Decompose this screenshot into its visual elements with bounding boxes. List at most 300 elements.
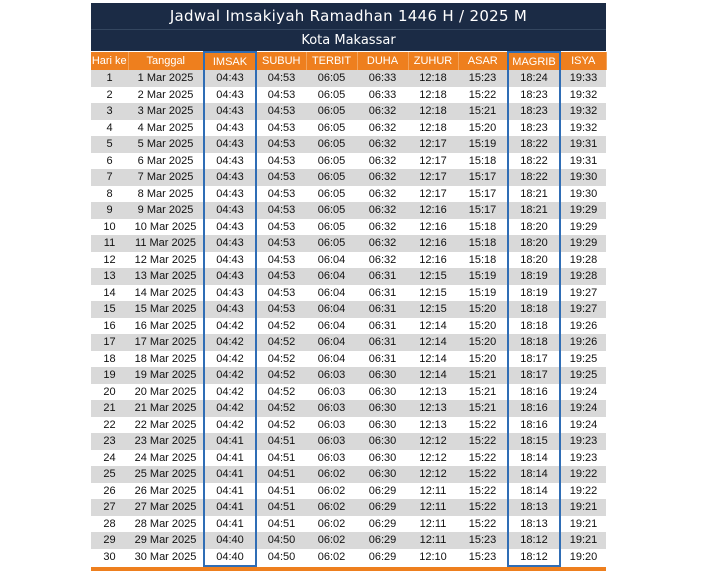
subuh-cell: 04:52 — [256, 318, 306, 335]
imsak-cell: 04:42 — [204, 351, 256, 368]
isya-cell: 19:21 — [560, 499, 606, 516]
date-cell: 2 Mar 2025 — [128, 87, 204, 104]
subuh-cell: 04:51 — [256, 433, 306, 450]
duha-cell: 06:29 — [357, 532, 408, 549]
terbit-cell: 06:02 — [306, 483, 357, 500]
column-header-date: Tanggal — [128, 52, 204, 70]
zuhur-cell: 12:16 — [408, 202, 458, 219]
subuh-cell: 04:52 — [256, 417, 306, 434]
day-number-cell: 15 — [91, 301, 128, 318]
zuhur-cell: 12:18 — [408, 103, 458, 120]
maghrib-cell: 18:17 — [508, 351, 560, 368]
zuhur-cell: 12:12 — [408, 433, 458, 450]
subuh-cell: 04:51 — [256, 466, 306, 483]
asar-cell: 15:21 — [458, 103, 508, 120]
isya-cell: 19:28 — [560, 268, 606, 285]
maghrib-cell: 18:18 — [508, 301, 560, 318]
day-number-cell: 26 — [91, 483, 128, 500]
maghrib-cell: 18:17 — [508, 367, 560, 384]
table-row — [91, 351, 606, 368]
imsak-cell: 04:43 — [204, 153, 256, 170]
column-header-terbit: TERBIT — [306, 52, 357, 70]
duha-cell: 06:31 — [357, 301, 408, 318]
table-row — [91, 367, 606, 384]
duha-cell: 06:30 — [357, 466, 408, 483]
day-number-cell: 8 — [91, 186, 128, 203]
imsak-cell: 04:41 — [204, 466, 256, 483]
day-number-cell: 27 — [91, 499, 128, 516]
terbit-cell: 06:03 — [306, 367, 357, 384]
duha-cell: 06:29 — [357, 499, 408, 516]
terbit-cell: 06:02 — [306, 466, 357, 483]
maghrib-cell: 18:18 — [508, 334, 560, 351]
maghrib-cell: 18:22 — [508, 153, 560, 170]
table-row — [91, 301, 606, 318]
zuhur-cell: 12:14 — [408, 367, 458, 384]
maghrib-cell: 18:12 — [508, 532, 560, 549]
duha-cell: 06:32 — [357, 136, 408, 153]
zuhur-cell: 12:13 — [408, 384, 458, 401]
imsak-cell: 04:43 — [204, 87, 256, 104]
date-cell: 15 Mar 2025 — [128, 301, 204, 318]
table-row — [91, 252, 606, 269]
terbit-cell: 06:04 — [306, 318, 357, 335]
isya-cell: 19:28 — [560, 252, 606, 269]
maghrib-cell: 18:15 — [508, 433, 560, 450]
subuh-cell: 04:52 — [256, 384, 306, 401]
subuh-cell: 04:51 — [256, 499, 306, 516]
table-row — [91, 334, 606, 351]
zuhur-cell: 12:13 — [408, 417, 458, 434]
duha-cell: 06:33 — [357, 70, 408, 87]
maghrib-cell: 18:12 — [508, 549, 560, 567]
isya-cell: 19:29 — [560, 235, 606, 252]
subuh-cell: 04:53 — [256, 219, 306, 236]
date-cell: 13 Mar 2025 — [128, 268, 204, 285]
date-cell: 20 Mar 2025 — [128, 384, 204, 401]
date-cell: 4 Mar 2025 — [128, 120, 204, 137]
duha-cell: 06:30 — [357, 450, 408, 467]
column-header-subuh: SUBUH — [256, 52, 306, 70]
table-row — [91, 516, 606, 533]
asar-cell: 15:21 — [458, 367, 508, 384]
table-row — [91, 103, 606, 120]
asar-cell: 15:18 — [458, 153, 508, 170]
column-header-zuhur: ZUHUR — [408, 52, 458, 70]
maghrib-cell: 18:14 — [508, 450, 560, 467]
maghrib-cell: 18:24 — [508, 70, 560, 87]
imsak-cell: 04:41 — [204, 433, 256, 450]
imsak-cell: 04:42 — [204, 417, 256, 434]
subuh-cell: 04:51 — [256, 450, 306, 467]
asar-cell: 15:22 — [458, 417, 508, 434]
duha-cell: 06:31 — [357, 285, 408, 302]
imsak-cell: 04:43 — [204, 235, 256, 252]
maghrib-cell: 18:14 — [508, 483, 560, 500]
title-banner — [91, 3, 606, 51]
subuh-cell: 04:52 — [256, 367, 306, 384]
subuh-cell: 04:51 — [256, 516, 306, 533]
zuhur-cell: 12:15 — [408, 285, 458, 302]
day-number-cell: 13 — [91, 268, 128, 285]
subuh-cell: 04:52 — [256, 334, 306, 351]
zuhur-cell: 12:14 — [408, 334, 458, 351]
date-cell: 27 Mar 2025 — [128, 499, 204, 516]
subuh-cell: 04:53 — [256, 186, 306, 203]
asar-cell: 15:22 — [458, 466, 508, 483]
zuhur-cell: 12:11 — [408, 532, 458, 549]
asar-cell: 15:19 — [458, 285, 508, 302]
date-cell: 18 Mar 2025 — [128, 351, 204, 368]
terbit-cell: 06:03 — [306, 384, 357, 401]
asar-cell: 15:21 — [458, 384, 508, 401]
isya-cell: 19:23 — [560, 450, 606, 467]
isya-cell: 19:25 — [560, 351, 606, 368]
imsak-cell: 04:43 — [204, 252, 256, 269]
duha-cell: 06:32 — [357, 103, 408, 120]
date-cell: 7 Mar 2025 — [128, 169, 204, 186]
asar-cell: 15:23 — [458, 70, 508, 87]
day-number-cell: 6 — [91, 153, 128, 170]
isya-cell: 19:26 — [560, 318, 606, 335]
zuhur-cell: 12:18 — [408, 87, 458, 104]
day-number-cell: 22 — [91, 417, 128, 434]
subuh-cell: 04:53 — [256, 120, 306, 137]
duha-cell: 06:32 — [357, 169, 408, 186]
day-number-cell: 21 — [91, 400, 128, 417]
zuhur-cell: 12:11 — [408, 499, 458, 516]
date-cell: 17 Mar 2025 — [128, 334, 204, 351]
day-number-cell: 1 — [91, 70, 128, 87]
maghrib-cell: 18:23 — [508, 87, 560, 104]
day-number-cell: 23 — [91, 433, 128, 450]
isya-cell: 19:22 — [560, 466, 606, 483]
maghrib-cell: 18:21 — [508, 202, 560, 219]
day-number-cell: 18 — [91, 351, 128, 368]
day-number-cell: 29 — [91, 532, 128, 549]
date-cell: 14 Mar 2025 — [128, 285, 204, 302]
date-cell: 9 Mar 2025 — [128, 202, 204, 219]
table-row — [91, 169, 606, 186]
asar-cell: 15:18 — [458, 219, 508, 236]
duha-cell: 06:32 — [357, 235, 408, 252]
day-number-cell: 11 — [91, 235, 128, 252]
imsak-cell: 04:43 — [204, 219, 256, 236]
subuh-cell: 04:50 — [256, 549, 306, 567]
asar-cell: 15:22 — [458, 499, 508, 516]
date-cell: 16 Mar 2025 — [128, 318, 204, 335]
table-row — [91, 153, 606, 170]
zuhur-cell: 12:18 — [408, 120, 458, 137]
day-number-cell: 5 — [91, 136, 128, 153]
isya-cell: 19:23 — [560, 433, 606, 450]
day-number-cell: 25 — [91, 466, 128, 483]
column-header-maghrib: MAGRIB — [508, 52, 560, 70]
table-header-row — [91, 52, 606, 70]
zuhur-cell: 12:10 — [408, 549, 458, 567]
table-row — [91, 466, 606, 483]
table-row — [91, 417, 606, 434]
date-cell: 11 Mar 2025 — [128, 235, 204, 252]
terbit-cell: 06:02 — [306, 516, 357, 533]
table-row — [91, 483, 606, 500]
asar-cell: 15:19 — [458, 136, 508, 153]
duha-cell: 06:32 — [357, 252, 408, 269]
duha-cell: 06:31 — [357, 351, 408, 368]
asar-cell: 15:22 — [458, 87, 508, 104]
imsak-cell: 04:42 — [204, 367, 256, 384]
isya-cell: 19:22 — [560, 483, 606, 500]
day-number-cell: 30 — [91, 549, 128, 567]
terbit-cell: 06:04 — [306, 334, 357, 351]
asar-cell: 15:18 — [458, 235, 508, 252]
date-cell: 5 Mar 2025 — [128, 136, 204, 153]
imsak-cell: 04:42 — [204, 334, 256, 351]
subuh-cell: 04:52 — [256, 400, 306, 417]
table-row — [91, 202, 606, 219]
isya-cell: 19:21 — [560, 532, 606, 549]
duha-cell: 06:29 — [357, 549, 408, 567]
maghrib-cell: 18:19 — [508, 268, 560, 285]
subuh-cell: 04:53 — [256, 268, 306, 285]
table-row — [91, 87, 606, 104]
imsak-cell: 04:43 — [204, 103, 256, 120]
maghrib-cell: 18:22 — [508, 136, 560, 153]
zuhur-cell: 12:17 — [408, 136, 458, 153]
terbit-cell: 06:02 — [306, 549, 357, 567]
day-number-cell: 4 — [91, 120, 128, 137]
maghrib-cell: 18:13 — [508, 516, 560, 533]
bottom-accent-bar — [91, 567, 606, 571]
terbit-cell: 06:02 — [306, 499, 357, 516]
subuh-cell: 04:53 — [256, 87, 306, 104]
table-row — [91, 499, 606, 516]
column-header-day-number: Hari ke — [91, 52, 128, 70]
terbit-cell: 06:05 — [306, 202, 357, 219]
asar-cell: 15:17 — [458, 186, 508, 203]
isya-cell: 19:27 — [560, 285, 606, 302]
zuhur-cell: 12:17 — [408, 186, 458, 203]
terbit-cell: 06:03 — [306, 450, 357, 467]
table-body — [91, 70, 606, 566]
zuhur-cell: 12:17 — [408, 153, 458, 170]
city-name: Kota Makassar — [91, 29, 606, 51]
subuh-cell: 04:53 — [256, 252, 306, 269]
day-number-cell: 12 — [91, 252, 128, 269]
duha-cell: 06:30 — [357, 417, 408, 434]
subuh-cell: 04:53 — [256, 153, 306, 170]
terbit-cell: 06:04 — [306, 351, 357, 368]
duha-cell: 06:31 — [357, 334, 408, 351]
imsak-cell: 04:43 — [204, 268, 256, 285]
zuhur-cell: 12:16 — [408, 219, 458, 236]
maghrib-cell: 18:14 — [508, 466, 560, 483]
date-cell: 25 Mar 2025 — [128, 466, 204, 483]
imsak-cell: 04:43 — [204, 136, 256, 153]
imsak-cell: 04:40 — [204, 532, 256, 549]
duha-cell: 06:32 — [357, 219, 408, 236]
isya-cell: 19:31 — [560, 153, 606, 170]
imsak-cell: 04:40 — [204, 549, 256, 567]
imsak-cell: 04:41 — [204, 499, 256, 516]
subuh-cell: 04:53 — [256, 301, 306, 318]
date-cell: 22 Mar 2025 — [128, 417, 204, 434]
terbit-cell: 06:04 — [306, 252, 357, 269]
maghrib-cell: 18:20 — [508, 252, 560, 269]
table-row — [91, 219, 606, 236]
imsak-cell: 04:41 — [204, 450, 256, 467]
table-row — [91, 136, 606, 153]
isya-cell: 19:32 — [560, 87, 606, 104]
column-header-isya: ISYA — [560, 52, 606, 70]
maghrib-cell: 18:19 — [508, 285, 560, 302]
day-number-cell: 16 — [91, 318, 128, 335]
subuh-cell: 04:53 — [256, 235, 306, 252]
subuh-cell: 04:53 — [256, 202, 306, 219]
terbit-cell: 06:05 — [306, 219, 357, 236]
terbit-cell: 06:03 — [306, 417, 357, 434]
column-header-asar: ASAR — [458, 52, 508, 70]
duha-cell: 06:33 — [357, 87, 408, 104]
asar-cell: 15:22 — [458, 433, 508, 450]
subuh-cell: 04:52 — [256, 351, 306, 368]
day-number-cell: 9 — [91, 202, 128, 219]
day-number-cell: 17 — [91, 334, 128, 351]
isya-cell: 19:26 — [560, 334, 606, 351]
date-cell: 3 Mar 2025 — [128, 103, 204, 120]
zuhur-cell: 12:15 — [408, 268, 458, 285]
asar-cell: 15:20 — [458, 318, 508, 335]
day-number-cell: 2 — [91, 87, 128, 104]
zuhur-cell: 12:18 — [408, 70, 458, 87]
terbit-cell: 06:05 — [306, 186, 357, 203]
terbit-cell: 06:05 — [306, 169, 357, 186]
zuhur-cell: 12:12 — [408, 466, 458, 483]
table-row — [91, 186, 606, 203]
asar-cell: 15:20 — [458, 334, 508, 351]
day-number-cell: 10 — [91, 219, 128, 236]
terbit-cell: 06:05 — [306, 153, 357, 170]
duha-cell: 06:30 — [357, 384, 408, 401]
isya-cell: 19:30 — [560, 169, 606, 186]
terbit-cell: 06:03 — [306, 400, 357, 417]
date-cell: 12 Mar 2025 — [128, 252, 204, 269]
day-number-cell: 7 — [91, 169, 128, 186]
subuh-cell: 04:53 — [256, 103, 306, 120]
duha-cell: 06:32 — [357, 186, 408, 203]
day-number-cell: 24 — [91, 450, 128, 467]
imsak-cell: 04:43 — [204, 202, 256, 219]
table-row — [91, 384, 606, 401]
date-cell: 29 Mar 2025 — [128, 532, 204, 549]
zuhur-cell: 12:13 — [408, 400, 458, 417]
table-row — [91, 268, 606, 285]
maghrib-cell: 18:23 — [508, 120, 560, 137]
isya-cell: 19:27 — [560, 301, 606, 318]
date-cell: 26 Mar 2025 — [128, 483, 204, 500]
column-header-duha: DUHA — [357, 52, 408, 70]
table-row — [91, 450, 606, 467]
zuhur-cell: 12:16 — [408, 252, 458, 269]
terbit-cell: 06:05 — [306, 87, 357, 104]
asar-cell: 15:18 — [458, 252, 508, 269]
zuhur-cell: 12:16 — [408, 235, 458, 252]
asar-cell: 15:19 — [458, 268, 508, 285]
maghrib-cell: 18:13 — [508, 499, 560, 516]
maghrib-cell: 18:16 — [508, 400, 560, 417]
duha-cell: 06:32 — [357, 202, 408, 219]
asar-cell: 15:22 — [458, 450, 508, 467]
asar-cell: 15:20 — [458, 120, 508, 137]
day-number-cell: 19 — [91, 367, 128, 384]
zuhur-cell: 12:14 — [408, 318, 458, 335]
duha-cell: 06:29 — [357, 516, 408, 533]
date-cell: 19 Mar 2025 — [128, 367, 204, 384]
terbit-cell: 06:02 — [306, 532, 357, 549]
table-row — [91, 285, 606, 302]
duha-cell: 06:30 — [357, 367, 408, 384]
maghrib-cell: 18:18 — [508, 318, 560, 335]
maghrib-cell: 18:23 — [508, 103, 560, 120]
table-row — [91, 433, 606, 450]
imsak-cell: 04:41 — [204, 516, 256, 533]
terbit-cell: 06:05 — [306, 235, 357, 252]
terbit-cell: 06:03 — [306, 433, 357, 450]
day-number-cell: 3 — [91, 103, 128, 120]
zuhur-cell: 12:17 — [408, 169, 458, 186]
terbit-cell: 06:04 — [306, 285, 357, 302]
imsak-cell: 04:42 — [204, 400, 256, 417]
duha-cell: 06:29 — [357, 483, 408, 500]
imsak-cell: 04:43 — [204, 70, 256, 87]
terbit-cell: 06:05 — [306, 103, 357, 120]
isya-cell: 19:32 — [560, 103, 606, 120]
isya-cell: 19:20 — [560, 549, 606, 567]
terbit-cell: 06:05 — [306, 70, 357, 87]
isya-cell: 19:33 — [560, 70, 606, 87]
asar-cell: 15:23 — [458, 549, 508, 567]
date-cell: 30 Mar 2025 — [128, 549, 204, 567]
terbit-cell: 06:05 — [306, 120, 357, 137]
subuh-cell: 04:53 — [256, 70, 306, 87]
duha-cell: 06:30 — [357, 400, 408, 417]
subuh-cell: 04:51 — [256, 483, 306, 500]
duha-cell: 06:32 — [357, 153, 408, 170]
duha-cell: 06:32 — [357, 120, 408, 137]
date-cell: 1 Mar 2025 — [128, 70, 204, 87]
asar-cell: 15:21 — [458, 400, 508, 417]
date-cell: 28 Mar 2025 — [128, 516, 204, 533]
table-row — [91, 318, 606, 335]
isya-cell: 19:25 — [560, 367, 606, 384]
asar-cell: 15:17 — [458, 202, 508, 219]
table-row — [91, 235, 606, 252]
duha-cell: 06:31 — [357, 268, 408, 285]
schedule-sheet — [91, 3, 606, 571]
subuh-cell: 04:53 — [256, 169, 306, 186]
zuhur-cell: 12:14 — [408, 351, 458, 368]
table-row — [91, 532, 606, 549]
asar-cell: 15:23 — [458, 532, 508, 549]
duha-cell: 06:30 — [357, 433, 408, 450]
imsak-cell: 04:43 — [204, 169, 256, 186]
isya-cell: 19:31 — [560, 136, 606, 153]
table-row — [91, 70, 606, 87]
schedule-title: Jadwal Imsakiyah Ramadhan 1446 H / 2025 M — [169, 7, 528, 25]
terbit-cell: 06:04 — [306, 268, 357, 285]
maghrib-cell: 18:16 — [508, 417, 560, 434]
isya-cell: 19:24 — [560, 417, 606, 434]
